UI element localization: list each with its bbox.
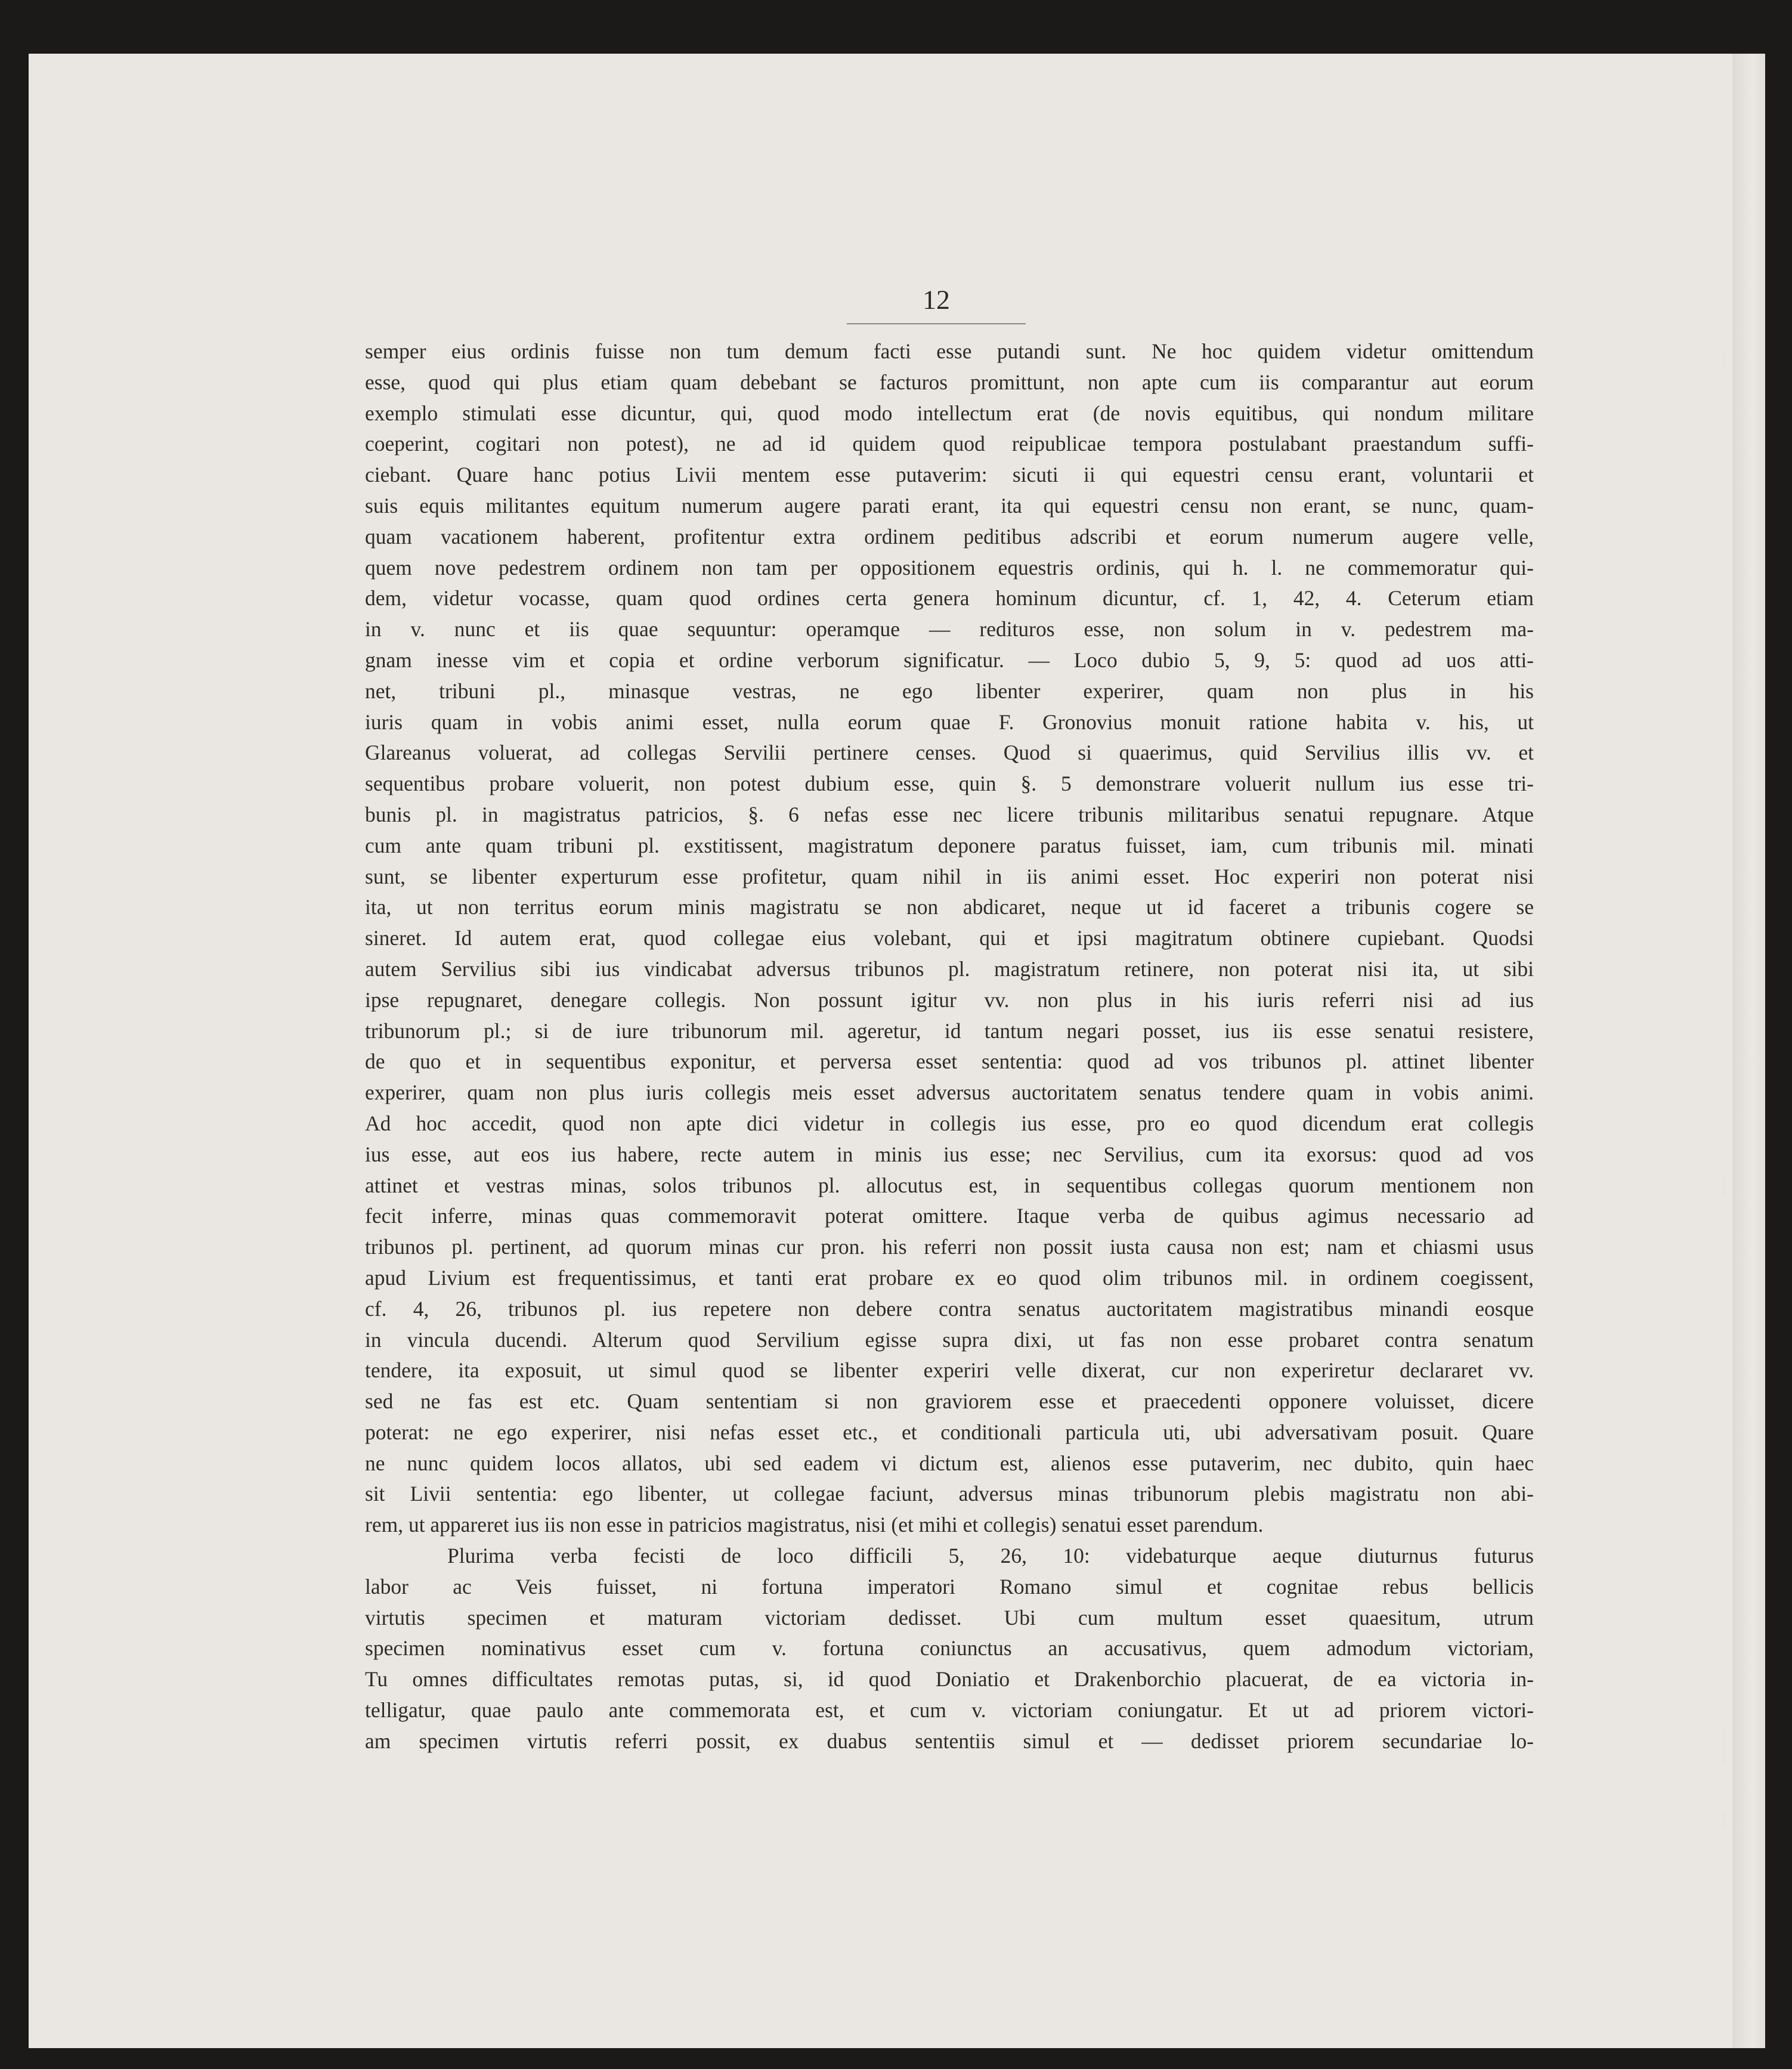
text-line: ius esse, aut eos ius habere, recte autem in minis ius esse; nec Servilius, cum ita exorsus: quod ad vos [365,1142,1534,1166]
text-line: experirer, quam non plus iuris collegis meis esset adversus auctoritatem senatus tendere quam in vobis animi. [365,1080,1534,1105]
text-line: sit Livii sententia: ego libenter, ut collegae faciunt, adversus minas tribunorum plebis magistratu non abi- [365,1482,1534,1506]
text-line: tendere, ita exposuit, ut simul quod se libenter experiri velle dixerat, cur non experiretur declararet vv. [365,1358,1534,1383]
page-edge [1732,54,1765,2048]
text-line: dem, videtur vocasse, quam quod ordines certa genera hominum dicuntur, cf. 1, 42, 4. Ceterum etiam [365,586,1534,611]
text-line: sunt, se libenter experturum esse profitetur, quam nihil in iis animi esset. Hoc experiri non poterat nisi [365,864,1534,888]
margin-mark [1722,1729,1726,1765]
text-line: gnam inesse vim et copia et ordine verborum significatur. — Loco dubio 5, 9, 5: quod ad uos atti- [365,648,1534,672]
text-line: semper eius ordinis fuisse non tum demum facti esse putandi sunt. Ne hoc quidem videtur omittendum [365,339,1534,363]
text-line: suis equis militantes equitum numerum augere parati erant, ita qui equestri censu non erant, se nunc, quam- [365,493,1534,518]
text-line: bunis pl. in magistratus patricios, §. 6 nefas esse nec licere tribunis militaribus senatui repugnare. Atque [365,802,1534,826]
text-line: am specimen virtutis referri possit, ex duabus sententiis simul et — dedisset priorem secundariae lo- [365,1729,1534,1753]
text-line: autem Servilius sibi ius vindicabat adversus tribunos pl. magistratum retinere, non poterat nisi ita, ut sibi [365,956,1534,981]
text-line: Tu omnes difficultates remotas putas, si, id quod Doniatio et Drakenborchio placuerat, de ea victoria in- [365,1667,1534,1692]
text-line: rem, ut appareret ius iis non esse in patricios magistratus, nisi (et mihi et collegis) senatui esset parendum. [365,1513,1264,1537]
text-line: in vincula ducendi. Alterum quod Servilium egisse supra dixi, ut fas non esse probaret contra senatum [365,1327,1534,1352]
text-line: ita, ut non territus eorum minis magistratu se non abdicaret, neque ut id faceret a tribunis cogere se [365,895,1534,919]
text-line: de quo et in sequentibus exponitur, et perversa esset sententia: quod ad vos tribunos pl. attinet libenter [365,1049,1534,1074]
text-line: sed ne fas est etc. Quam sententiam si non graviorem esse et praecedenti opponere voluisset, dicere [365,1389,1534,1414]
text-line: Plurima verba fecisti de loco difficili 5, 26, 10: videbaturque aeque diuturnus futurus [447,1544,1534,1568]
text-line: telligatur, quae paulo ante commemorata est, et cum v. victoriam coniungatur. Et ut ad priorem victori- [365,1698,1534,1723]
text-line: esse, quod qui plus etiam quam debebant se facturos promittunt, non apte cum iis comparantur aut eorum [365,370,1534,394]
text-line: ipse repugnaret, denegare collegis. Non possunt igitur vv. non plus in his iuris referri nisi ad ius [365,987,1534,1012]
margin-mark [1722,352,1726,367]
text-line: net, tribuni pl., minasque vestras, ne ego libenter experirer, quam non plus in his [365,679,1534,703]
text-line: coeperint, cogitari non potest), ne ad id quidem quod reipublicae tempora postulabant praestandum suffi- [365,432,1534,456]
text-line: quem nove pedestrem ordinem non tam per oppositionem equestris ordinis, qui h. l. ne commemoratur qui- [365,555,1534,580]
text-line: in v. nunc et iis quae sequuntur: operamque — redituros esse, non solum in v. pedestrem ma- [365,617,1534,642]
text-line: apud Livium est frequentissimus, et tanti erat probare ex eo quod olim tribunos mil. in ordinem coegissent, [365,1265,1534,1290]
margin-mark [1722,1813,1726,1829]
text-line: cf. 4, 26, tribunos pl. ius repetere non debere contra senatus auctoritatem magistratibus minandi eosque [365,1296,1534,1321]
text-line: virtutis specimen et maturam victoriam dedisset. Ubi cum multum esset quaesitum, utrum [365,1605,1534,1630]
text-line: tribunorum pl.; si de iure tribunorum mil. ageretur, id tantum negari posset, ius iis esse senatui resistere, [365,1018,1534,1043]
text-line: sineret. Id autem erat, quod collegae eius volebant, qui et ipsi magitratum obtinere cupiebant. Quodsi [365,926,1534,950]
text-line: ciebant. Quare hanc potius Livii mentem esse putaverim: sicuti ii qui equestri censu erant, voluntarii et [365,463,1534,487]
text-line: cum ante quam tribuni pl. exstitissent, magistratum deponere paratus fuisset, iam, cum tribunis mil. minati [365,833,1534,857]
text-line: specimen nominativus esset cum v. fortuna coniunctus an accusativus, quem admodum victoriam, [365,1636,1534,1661]
text-line: Ad hoc accedit, quod non apte dici videtur in collegis ius esse, pro eo quod dicendum erat collegis [365,1111,1534,1135]
text-line: tribunos pl. pertinent, ad quorum minas cur pron. his referri non possit iusta causa non est; nam et chiasmi usus [365,1235,1534,1259]
text-line: quam vacationem haberent, profitentur extra ordinem peditibus adscribi et eorum numerum augere velle, [365,524,1534,549]
header-rule [847,323,1026,324]
text-line: attinet et vestras minas, solos tribunos pl. allocutus est, in sequentibus collegas quorum mentionem non [365,1173,1534,1197]
text-line: Glareanus voluerat, ad collegas Servilii pertinere censes. Quod si quaerimus, quid Servilius illis vv. et [365,741,1534,765]
text-line: exemplo stimulati esse dicuntur, qui, quod modo intellectum erat (de novis equitibus, qui nondum militare [365,401,1534,425]
text-line: iuris quam in vobis animi esset, nulla eorum quae F. Gronovius monuit ratione habita v. his, ut [365,710,1534,734]
margin-mark [1722,1178,1726,1195]
text-line: sequentibus probare voluerit, non potest dubium esse, quin §. 5 demonstrare voluerit nullum ius esse tri- [365,772,1534,796]
text-line: labor ac Veis fuisset, ni fortuna imperatori Romano simul et cognitae rebus bellicis [365,1574,1534,1599]
text-line: poterat: ne ego experirer, nisi nefas esset etc., et conditionali particula uti, ubi adversativam posuit. Quare [365,1420,1534,1444]
text-line: fecit inferre, minas quas commemoravit poterat omittere. Itaque verba de quibus agimus necessario ad [365,1204,1534,1228]
text-line: ne nunc quidem locos allatos, ubi sed eadem vi dictum est, alienos esse putaverim, nec dubito, quin haec [365,1451,1534,1475]
page-header [847,286,1026,324]
body-text [365,336,1534,1757]
page-number: 12 [923,284,950,315]
